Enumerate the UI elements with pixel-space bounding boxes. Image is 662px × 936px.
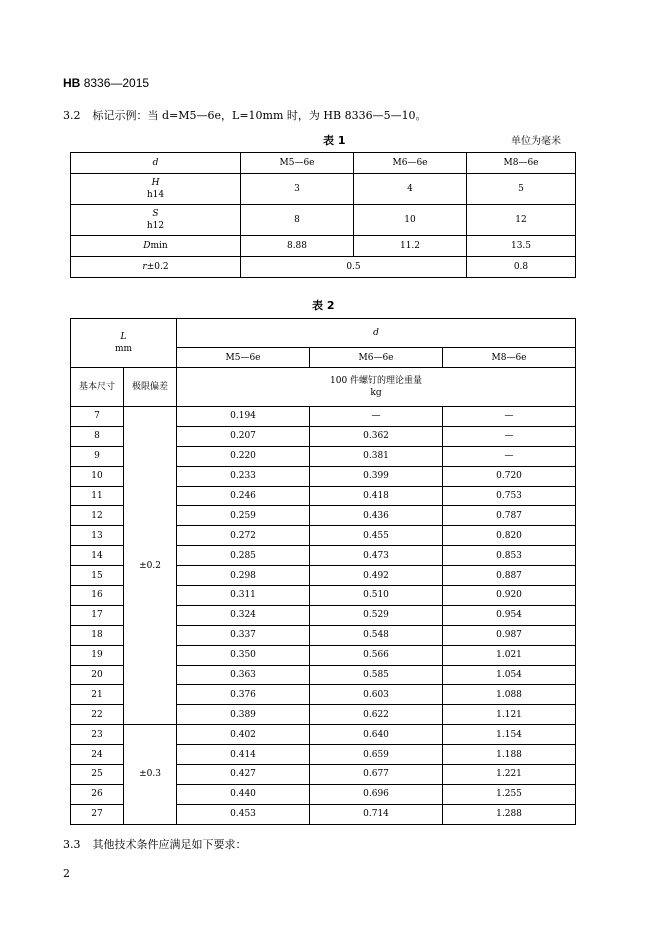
- m5-cell: 0.246: [177, 486, 310, 506]
- section-text: 其他技术条件应满足如下要求：: [92, 838, 247, 851]
- m8-cell: 0.753: [443, 486, 576, 506]
- length-cell: 25: [71, 765, 124, 785]
- row-label: [71, 205, 241, 236]
- section-text: 标记示例：当 d=M5—6e，L=10mm 时，为 HB 8336—5—10。: [92, 109, 427, 122]
- m6-cell: 0.548: [310, 625, 443, 645]
- m6-cell: 0.399: [310, 466, 443, 486]
- m8-cell: 0.820: [443, 526, 576, 546]
- m6-cell: —: [310, 407, 443, 427]
- length-cell: 9: [71, 446, 124, 466]
- weight-unit: kg: [370, 388, 382, 398]
- m6-cell: 0.436: [310, 506, 443, 526]
- tolerance-cell: ±0.3: [124, 725, 177, 824]
- d-header: d: [177, 319, 576, 348]
- m5-cell: 0.311: [177, 586, 310, 606]
- length-cell: 19: [71, 645, 124, 665]
- table2-title: 表 2: [312, 299, 335, 312]
- m6-cell: 0.510: [310, 586, 443, 606]
- section-3-2: [63, 107, 427, 123]
- m8-cell: 0.720: [443, 466, 576, 486]
- m5-cell: 0.285: [177, 546, 310, 566]
- label-main: S: [152, 209, 159, 219]
- length-cell: 13: [71, 526, 124, 546]
- weight-header: [177, 368, 576, 407]
- cell: 13.5: [467, 236, 576, 257]
- m6-cell: 0.677: [310, 765, 443, 785]
- cell: 12: [467, 205, 576, 236]
- table1: [70, 152, 576, 278]
- table-header-row: [71, 319, 576, 348]
- length-cell: 11: [71, 486, 124, 506]
- m5-cell: 0.414: [177, 745, 310, 765]
- m6-cell: 0.473: [310, 546, 443, 566]
- length-cell: 22: [71, 705, 124, 725]
- m6-cell: 0.362: [310, 426, 443, 446]
- table-header-row: [71, 153, 576, 174]
- cell: 10: [354, 205, 467, 236]
- row-label: [71, 257, 241, 278]
- m8-cell: 0.987: [443, 625, 576, 645]
- length-cell: 16: [71, 586, 124, 606]
- m8-cell: —: [443, 426, 576, 446]
- table-row: [71, 407, 576, 427]
- l-unit: mm: [114, 344, 133, 354]
- m6-cell: 0.714: [310, 804, 443, 824]
- m8-cell: —: [443, 407, 576, 427]
- length-cell: 10: [71, 466, 124, 486]
- m8-cell: 1.088: [443, 685, 576, 705]
- table1-unit-note: 单位为毫米: [511, 136, 561, 147]
- m6-cell: 0.585: [310, 665, 443, 685]
- m8-cell: 1.255: [443, 784, 576, 804]
- page-number: 2: [63, 867, 70, 880]
- length-cell: 27: [71, 804, 124, 824]
- length-cell: 20: [71, 665, 124, 685]
- m8-cell: 1.121: [443, 705, 576, 725]
- table-row: [71, 257, 576, 278]
- m5-cell: 0.337: [177, 625, 310, 645]
- cell: 8: [241, 205, 354, 236]
- length-cell: 17: [71, 605, 124, 625]
- l-symbol: L: [120, 332, 127, 342]
- m5-cell: 0.207: [177, 426, 310, 446]
- col-header: M6—6e: [310, 348, 443, 368]
- label-main: D: [143, 241, 151, 251]
- col-header: M8—6e: [443, 348, 576, 368]
- cell: 11.2: [354, 236, 467, 257]
- m6-cell: 0.566: [310, 645, 443, 665]
- m6-cell: 0.418: [310, 486, 443, 506]
- m8-cell: 0.853: [443, 546, 576, 566]
- m5-cell: 0.376: [177, 685, 310, 705]
- cell: 4: [354, 174, 467, 205]
- m8-cell: 1.221: [443, 765, 576, 785]
- length-cell: 24: [71, 745, 124, 765]
- m5-cell: 0.233: [177, 466, 310, 486]
- m8-cell: 1.021: [443, 645, 576, 665]
- length-cell: 7: [71, 407, 124, 427]
- length-cell: 21: [71, 685, 124, 705]
- label-sub: min: [150, 241, 168, 251]
- m6-cell: 0.381: [310, 446, 443, 466]
- m5-cell: 0.272: [177, 526, 310, 546]
- label-main: r: [142, 262, 147, 272]
- row-label: [71, 236, 241, 257]
- m5-cell: 0.453: [177, 804, 310, 824]
- length-cell: 26: [71, 784, 124, 804]
- cell: 3: [241, 174, 354, 205]
- table2: [70, 318, 576, 825]
- section-3-3: [63, 836, 247, 852]
- section-number: 3.2: [63, 109, 81, 122]
- tolerance-cell: ±0.2: [124, 407, 177, 725]
- length-cell: 15: [71, 566, 124, 586]
- m5-cell: 0.350: [177, 645, 310, 665]
- table-row: [71, 174, 576, 205]
- m8-cell: 1.288: [443, 804, 576, 824]
- m8-cell: 0.887: [443, 566, 576, 586]
- m5-cell: 0.259: [177, 506, 310, 526]
- m6-cell: 0.659: [310, 745, 443, 765]
- m8-cell: 0.787: [443, 506, 576, 526]
- table1-title: 表 1: [323, 134, 346, 147]
- m8-cell: 1.154: [443, 725, 576, 745]
- m5-cell: 0.363: [177, 665, 310, 685]
- m5-cell: 0.440: [177, 784, 310, 804]
- basic-size-header: 基本尺寸: [71, 368, 124, 407]
- m8-cell: 1.188: [443, 745, 576, 765]
- m8-cell: 1.054: [443, 665, 576, 685]
- label-sub: h14: [146, 190, 165, 200]
- m6-cell: 0.622: [310, 705, 443, 725]
- m6-cell: 0.603: [310, 685, 443, 705]
- length-cell: 23: [71, 725, 124, 745]
- length-cell: 14: [71, 546, 124, 566]
- col-header: M6—6e: [354, 153, 467, 174]
- m6-cell: 0.529: [310, 605, 443, 625]
- m8-cell: —: [443, 446, 576, 466]
- cell: 8.88: [241, 236, 354, 257]
- tolerance-header: 极限偏差: [124, 368, 177, 407]
- m5-cell: 0.402: [177, 725, 310, 745]
- row-label: [71, 174, 241, 205]
- cell: 5: [467, 174, 576, 205]
- col-header-d: d: [71, 153, 241, 174]
- m6-cell: 0.696: [310, 784, 443, 804]
- standard-number: 8336—2015: [83, 76, 150, 90]
- length-cell: 12: [71, 506, 124, 526]
- table-row: [71, 236, 576, 257]
- length-cell: 18: [71, 625, 124, 645]
- table-row: [71, 725, 576, 745]
- standard-header: [63, 76, 149, 90]
- m6-cell: 0.455: [310, 526, 443, 546]
- m5-cell: 0.324: [177, 605, 310, 625]
- table-row: [71, 205, 576, 236]
- col-header: M5—6e: [177, 348, 310, 368]
- m5-cell: 0.427: [177, 765, 310, 785]
- m5-cell: 0.389: [177, 705, 310, 725]
- m8-cell: 0.954: [443, 605, 576, 625]
- label-sub: h12: [146, 221, 165, 231]
- cell: 0.8: [467, 257, 576, 278]
- length-cell: 8: [71, 426, 124, 446]
- m6-cell: 0.492: [310, 566, 443, 586]
- m5-cell: 0.194: [177, 407, 310, 427]
- standard-prefix: HB: [63, 76, 81, 90]
- cell: 0.5: [241, 257, 467, 278]
- label-main: H: [151, 178, 160, 188]
- section-number: 3.3: [63, 838, 81, 851]
- col-header: M5—6e: [241, 153, 354, 174]
- l-header: [71, 319, 177, 368]
- col-header: M8—6e: [467, 153, 576, 174]
- weight-label: 100 件螺钉的理论重量: [330, 376, 423, 386]
- table-header-row: [71, 368, 576, 407]
- m5-cell: 0.220: [177, 446, 310, 466]
- m5-cell: 0.298: [177, 566, 310, 586]
- m6-cell: 0.640: [310, 725, 443, 745]
- m8-cell: 0.920: [443, 586, 576, 606]
- label-sub: ±0.2: [146, 262, 169, 272]
